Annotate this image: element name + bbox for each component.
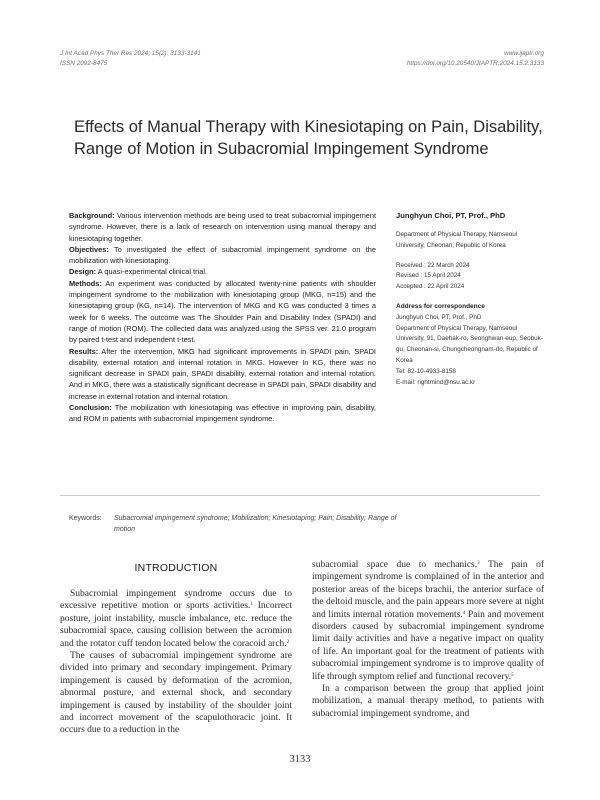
conclusion-text: The mobilization with kinesiotaping was effective in improving pain, disability, and ROM in patients with subacromial impingement syndrome. — [69, 403, 376, 424]
author-name: Junghyun Choi, PT, Prof., PhD — [396, 211, 506, 220]
correspondence-heading: Address for correspondence — [396, 302, 485, 310]
revised-date: Revised : 15 April 2024 — [396, 272, 461, 280]
design-text: A quasi-experimental clinical trial. — [96, 267, 208, 277]
objectives-label: Objectives: — [69, 244, 109, 254]
paper-title: Effects of Manual Therapy with Kinesiotaping on Pain, Disability, Range of Motion in Subacromial Impingement Syndrome — [74, 118, 543, 158]
body-column-left — [60, 588, 292, 737]
results-text: After the intervention, MKG had significant improvements in SPADI pain, SPADI disability, external rotation and internal rotation in MKG. However In KG, there was no significant decrease in SPADI pain, SPADI disability, external rotation and internal rotation. And in MKG, there was a statistically significant decrease in SPADI pain, SPADI disability and increase in external rotation and internal rotation. — [69, 346, 376, 401]
intro-p3-text-b: The pain of impingement syndrome is complained of in the anterior and posterior areas of the biceps brachii, the anterior surface of the deltoid muscle, and the pain appears more severe at night and limits internal rotation movements. — [312, 560, 544, 620]
correspondence-tel: Tel: 82-10-4933-8158 — [396, 367, 456, 375]
journal-citation-line: J Int Acad Phys Ther Res 2024; 15(2): 3133-3141 — [60, 50, 201, 57]
keywords — [69, 514, 399, 536]
intro-paragraph-3 — [312, 559, 544, 683]
section-divider — [60, 495, 540, 496]
abstract — [69, 210, 376, 425]
introduction-heading: INTRODUCTION — [134, 562, 218, 574]
body-column-right — [312, 559, 544, 720]
intro-p1-text-a: Subacromial impingement syndrome occurs due to excessive repetitive motion or sports activities. — [60, 589, 292, 612]
citation-ref[interactable]: 3 — [477, 561, 480, 566]
correspondence-email[interactable]: E-mail: rightmind@nsu.ac.kr — [396, 378, 476, 386]
abstract-design — [69, 266, 376, 277]
journal-website-link[interactable]: www.ijaptr.org — [504, 50, 544, 57]
journal-links — [407, 49, 544, 69]
issn-line: ISSN 2092-8475 — [60, 60, 108, 67]
author-sidebar — [396, 210, 546, 388]
citation-ref[interactable]: 2 — [286, 639, 290, 645]
intro-p3-text-a: subacromial space due to mechanics. — [312, 560, 478, 570]
abstract-conclusion — [69, 402, 376, 425]
intro-paragraph-1 — [60, 588, 292, 650]
intro-paragraph-2: The causes of subacromial impingement syndrome are divided into primary and secondary impingement. Primary impingement is caused by deformation of the acromion, abnormal posture, and external shock, and secondary impingement is caused by instability of the shoulder joint and incorrect movement of the scapulothoracic joint. It occurs due to a reduction in the — [60, 651, 292, 736]
abstract-results — [69, 346, 376, 402]
results-label: Results: — [69, 346, 99, 356]
abstract-methods — [69, 278, 376, 346]
background-label: Background: — [69, 211, 115, 220]
intro-p1-text-b: Incorrect posture, joint instability, muscle imbalance, etc. reduce the subacromial space, causing collision between the acromion and the rotator cuff tendon located below the coracoid arch. — [60, 601, 293, 649]
intro-paragraph-4: In a comparison between the group that applied joint mobilization, a manual therapy method, to patients with subacromial impingement syndrome, and — [312, 684, 544, 719]
citation-ref[interactable]: 1 — [250, 602, 253, 608]
methods-label: Methods: — [69, 278, 102, 288]
correspondence-address: Department of Physical Therapy, Namseoul University, 91, Daehak-ro, Seonghwan-eup, Seobuk-gu, Cheonan-si, Chungcheongnam-do, Republic of Korea — [396, 324, 543, 364]
keywords-label: Keywords: — [69, 515, 102, 522]
accepted-date: Accepted : 22 April 2024 — [396, 283, 465, 291]
abstract-background — [69, 210, 376, 244]
author-affiliation: Department of Physical Therapy, Namseoul University, Cheonan, Republic of Korea — [396, 231, 518, 249]
keywords-text: Subacromial impingement syndrome; Mobilization; Kinesiotaping; Pain; Disability; Range of motion — [114, 515, 397, 533]
background-text: Various intervention methods are being used to treat subacromial impingement syndrome. However, there is a lack of research on intervention using manual therapy and kinesiotaping together. — [69, 211, 376, 243]
citation-ref[interactable]: 4 — [462, 610, 466, 616]
received-date: Received : 22 March 2024 — [396, 261, 470, 269]
conclusion-label: Conclusion: — [69, 403, 112, 413]
methods-text: An experiment was conducted by allocated twenty-nine patients with shoulder impingement syndrome to the mobilization with kinesiotaping group (MKG, n=15) and the kinesiotaping group (KG, n=14). The intervention of MKG and KG was conducted 3 times a week for 6 weeks. The outcome was The Shoulder Pain and Disability Index (SPADI) and range of motion (ROM). The collected data was analyzed using the SPSS ver. 21.0 program by paired t-test and independent t-test. — [69, 278, 376, 345]
abstract-objectives — [69, 244, 376, 267]
page-number: 3133 — [289, 754, 311, 765]
journal-citation — [60, 49, 201, 69]
citation-ref[interactable]: 5 — [511, 672, 514, 678]
design-label: Design: — [69, 267, 97, 277]
doi-link[interactable]: https://doi.org/10.20540/JIAPTR.2024.15.2.3133 — [406, 60, 544, 67]
intro-p3-text-c: Pain and movement disorders caused by subacromial impingement syndrome limit daily activities and have a negative impact on quality of life. An important goal for the treatment of patients with subacromial impingement syndrome is to improve quality of life through symptom relief and functional recovery. — [312, 609, 544, 682]
objectives-text: To investigated the effect of subacromial impingement syndrome on the mobilization with kinesiotaping. — [69, 244, 376, 266]
correspondence-name: Junghyun Choi, PT, Prof., PhD — [396, 313, 482, 321]
